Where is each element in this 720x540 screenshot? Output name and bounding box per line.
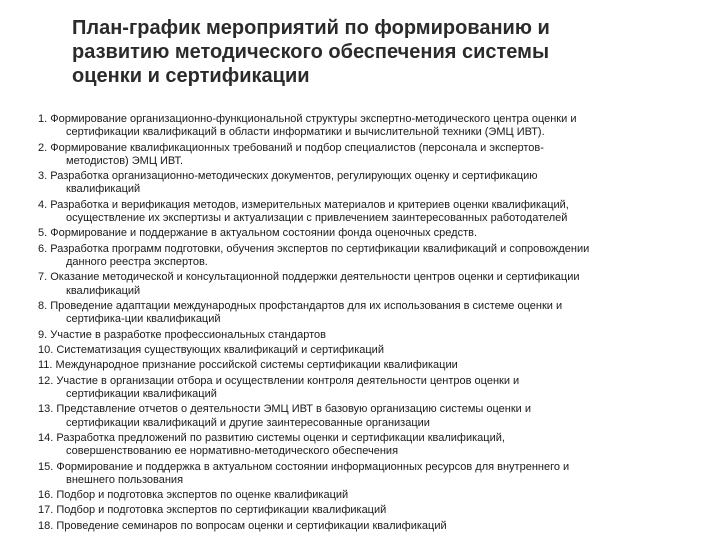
- list-item-continuation: данного реестра экспертов.: [66, 255, 208, 268]
- list-item: [38, 461, 698, 490]
- list-item-text: Разработка организационно-методических документов, регулирующих оценку и сертификацию: [50, 170, 538, 183]
- list-item-text: Представление отчетов о деятельности ЭМЦ ИВТ в базовую организацию системы оценки и: [56, 403, 532, 416]
- title-line: развитию методического обеспечения системы: [72, 41, 550, 63]
- list-item-number: 4.: [38, 198, 48, 211]
- list-item-number: 5.: [38, 227, 48, 240]
- list-item-line: [38, 432, 698, 445]
- activity-list: [38, 113, 698, 535]
- list-item-continuation: совершенствованию ее нормативно-методического обеспечения: [66, 445, 399, 458]
- list-item-number: 7.: [38, 271, 48, 284]
- list-item-text: Разработка и верификация методов, измерительных материалов и критериев оценки квалификаций,: [50, 198, 569, 211]
- list-item-number: 14.: [38, 431, 54, 444]
- list-item-number: 16.: [38, 489, 54, 502]
- list-item-continuation: квалификаций: [66, 284, 141, 297]
- list-item: [38, 170, 698, 199]
- list-item: [38, 344, 698, 359]
- list-item-number: 9.: [38, 328, 48, 341]
- list-item-text: Подбор и подготовка экспертов по сертификации квалификаций: [56, 504, 387, 517]
- list-item-line: [38, 170, 698, 183]
- list-item-text: Подбор и подготовка экспертов по оценке квалификаций: [56, 489, 349, 502]
- list-item-number: 3.: [38, 170, 48, 183]
- list-item-number: 12.: [38, 374, 54, 387]
- list-item-continuation: сертификации квалификаций: [66, 387, 217, 400]
- list-item: [38, 403, 698, 432]
- list-item: [38, 359, 698, 374]
- list-item: [38, 489, 698, 504]
- list-item-line: [38, 344, 698, 357]
- list-item-line: [38, 271, 698, 284]
- list-item: [38, 432, 698, 461]
- list-item-line: [38, 489, 698, 502]
- list-item: [38, 271, 698, 300]
- list-item-text: Разработка программ подготовки, обучения экспертов по сертификации квалификаций и сопровождении: [50, 242, 590, 255]
- list-item-number: 18.: [38, 519, 54, 532]
- list-item-text: Формирование и поддержка в актуальном состоянии информационных ресурсов для внутреннего и: [56, 460, 570, 473]
- list-item-text: Проведение адаптации международных профстандартов для их использования в системе оценки и: [50, 299, 563, 312]
- list-item-line: [38, 375, 698, 388]
- list-item-number: 2.: [38, 141, 48, 154]
- list-item: [38, 227, 698, 242]
- list-item-text: Формирование организационно-функциональной структуры экспертно-методического центра оценки и: [50, 113, 577, 125]
- list-item: [38, 375, 698, 404]
- list-item-text: Разработка предложений по развитию системы оценки и сертификации квалификаций,: [56, 431, 505, 444]
- page-title: [72, 16, 692, 88]
- title-line: оценки и сертификации: [72, 65, 310, 87]
- list-item: [38, 504, 698, 519]
- list-item: [38, 300, 698, 329]
- list-item-text: Международное признание российской системы сертификации квалификации: [55, 359, 458, 372]
- list-item-continuation: сертификации квалификаций в области информатики и вычислительной техники (ЭМЦ ИВТ).: [66, 126, 545, 139]
- list-item-text: Систематизация существующих квалификаций и сертификаций: [56, 343, 384, 356]
- list-item-number: 6.: [38, 242, 48, 255]
- list-item: [38, 142, 698, 171]
- list-item-number: 15.: [38, 460, 54, 473]
- list-item-line: [38, 461, 698, 474]
- list-item-line: [38, 113, 698, 126]
- list-item-line: [38, 520, 698, 533]
- list-item-line: [38, 142, 698, 155]
- list-item-line: [38, 227, 698, 240]
- list-item: [38, 113, 698, 142]
- list-item-line: [38, 199, 698, 212]
- list-item: [38, 243, 698, 272]
- list-item-continuation: внешнего пользования: [66, 473, 184, 486]
- list-item-number: 11.: [38, 359, 53, 372]
- list-item-text: Формирование и поддержание в актуальном состоянии фонда оценочных средств.: [50, 227, 478, 240]
- list-item-number: 1.: [38, 113, 48, 125]
- list-item-continuation: сертификации квалификаций и другие заинтересованные организации: [66, 416, 430, 429]
- list-item-text: Участие в разработке профессиональных стандартов: [50, 328, 326, 341]
- list-item-line: [38, 300, 698, 313]
- list-item-continuation: сертифика-ции квалификаций: [66, 313, 221, 326]
- list-item-number: 13.: [38, 403, 54, 416]
- list-item-line: [38, 329, 698, 342]
- list-item-continuation: осуществление их экспертизы и актуализации с привлечением заинтересованных работодателей: [66, 211, 568, 224]
- list-item: [38, 520, 698, 535]
- list-item: [38, 199, 698, 228]
- list-item-line: [38, 243, 698, 256]
- list-item-number: 17.: [38, 504, 54, 517]
- list-item-continuation: методистов) ЭМЦ ИВТ.: [66, 154, 184, 167]
- title-line: План-график мероприятий по формированию и: [72, 17, 550, 39]
- list-item-text: Оказание методической и консультационной поддержки деятельности центров оценки и сертификации: [50, 271, 580, 284]
- list-item-number: 8.: [38, 299, 48, 312]
- list-item-line: [38, 504, 698, 517]
- list-item-text: Проведение семинаров по вопросам оценки и сертификации квалификаций: [56, 519, 447, 532]
- list-item: [38, 329, 698, 344]
- list-item-number: 10.: [38, 343, 54, 356]
- list-item-line: [38, 403, 698, 416]
- list-item-text: Формирование квалификационных требований и подбор специалистов (персонала и экспертов-: [50, 141, 544, 154]
- list-item-continuation: квалификаций: [66, 183, 141, 196]
- list-item-line: [38, 359, 698, 372]
- list-item-text: Участие в организации отбора и осуществлении контроля деятельности центров оценки и: [56, 374, 520, 387]
